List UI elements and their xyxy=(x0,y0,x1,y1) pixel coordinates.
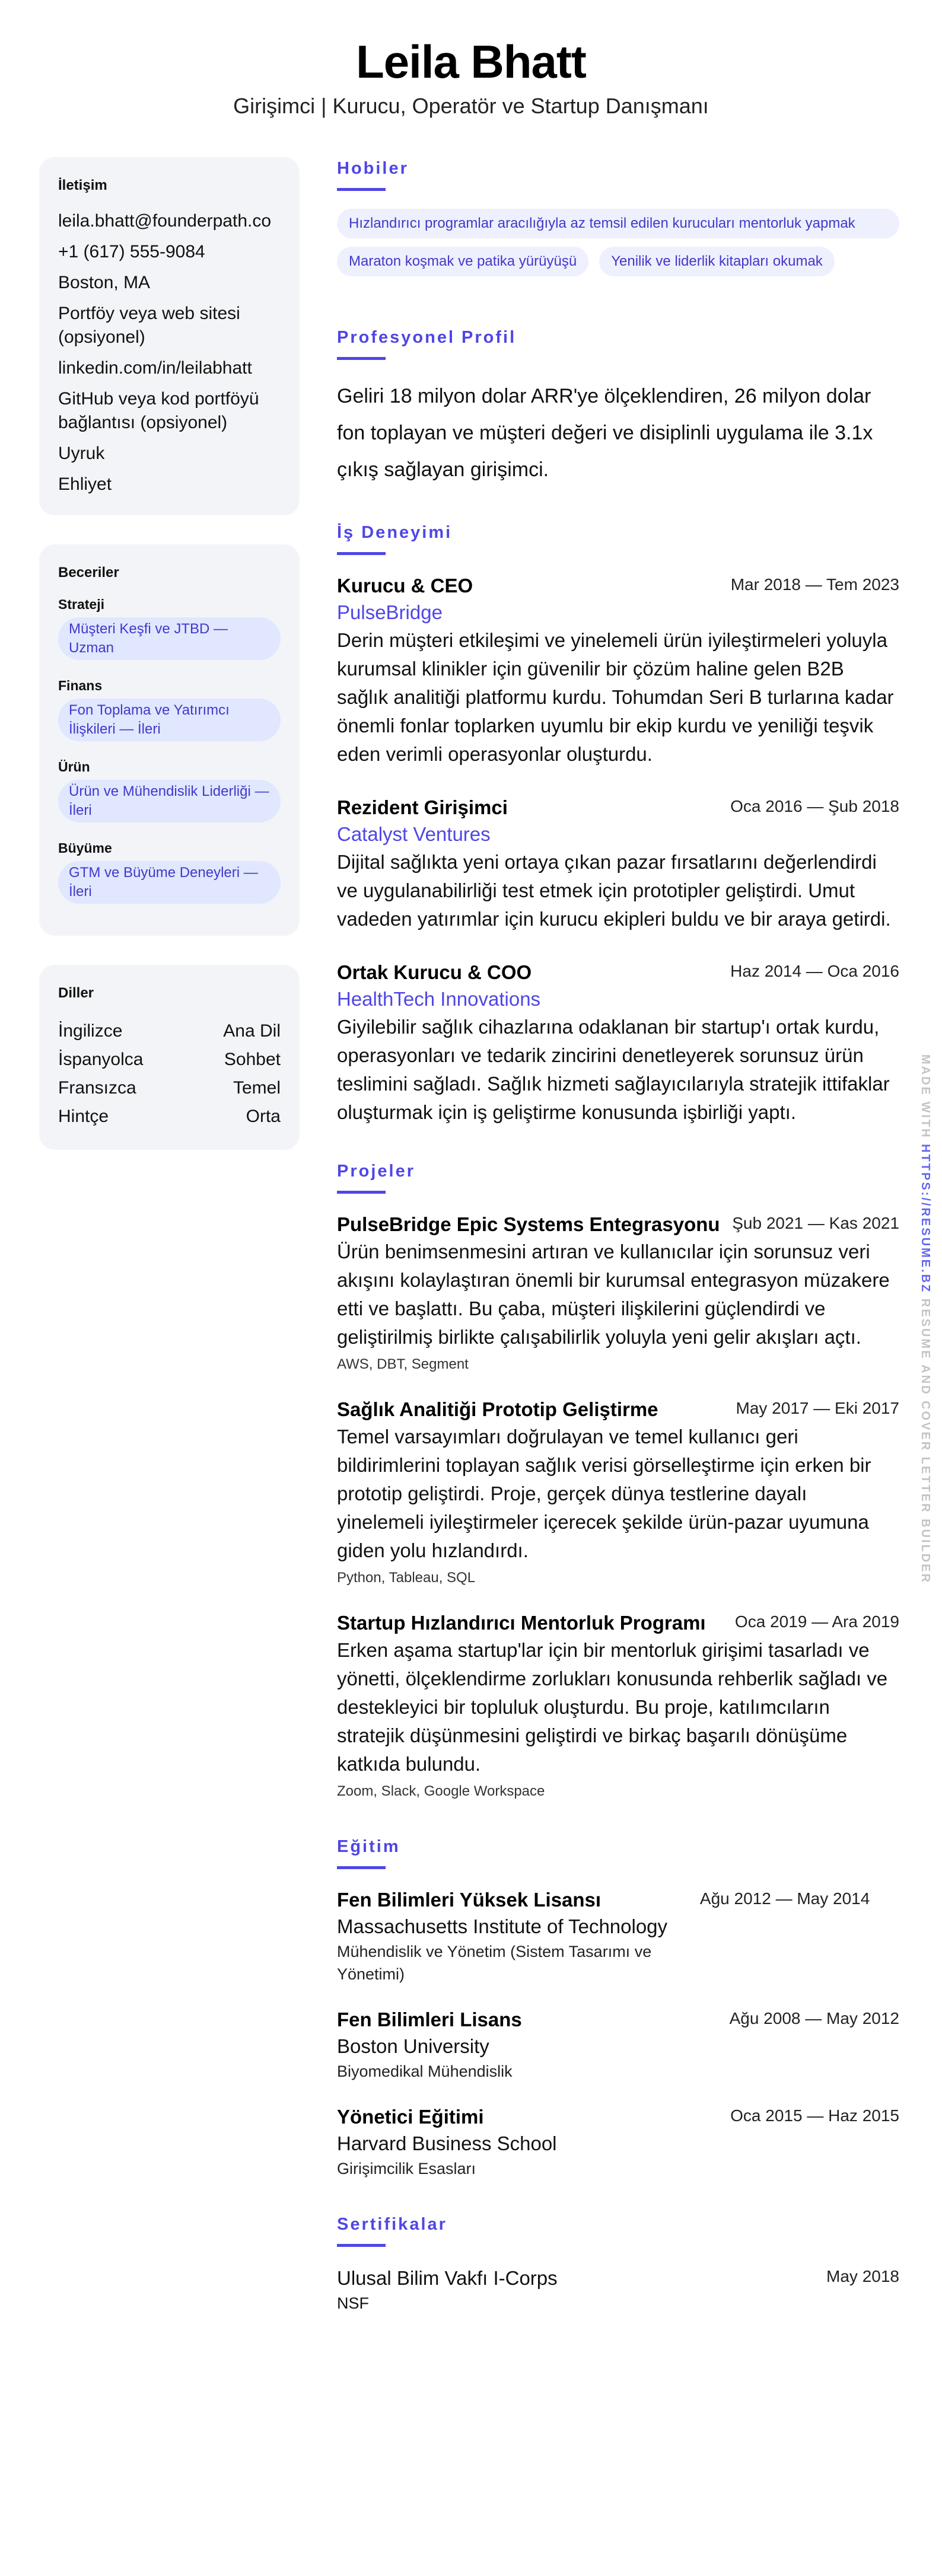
job-dates: Mar 2018 — Tem 2023 xyxy=(730,575,899,594)
section-divider xyxy=(337,357,386,360)
skill-category: Ürün xyxy=(58,759,90,774)
company-name: PulseBridge xyxy=(337,601,443,623)
skill-tag: Fon Toplama ve Yatırımcı İlişkileri — İleri xyxy=(58,699,281,741)
experience-section xyxy=(337,521,899,1127)
section-title: Eğitim xyxy=(337,1837,400,1856)
skill-category: Strateji xyxy=(58,597,104,612)
job-dates: Haz 2014 — Oca 2016 xyxy=(730,962,899,980)
language-level: Sohbet xyxy=(224,1050,281,1069)
job-description: Giyilebilir sağlık cihazlarına odaklanan bir startup'ı ortak kurdu, operasyonları ve tedarik zincirini denetleyerek sorunsuz ürün teslimini sağladı. Sağlık hizmeti sağlayıcılarıyla stratejik ittifaklar oluşturmak için iş geliştirme konusunda işbirliği yaptı. xyxy=(337,1016,890,1123)
language-row xyxy=(58,1074,281,1102)
project-dates: Şub 2021 — Kas 2021 xyxy=(732,1214,899,1232)
job-description: Dijital sağlıkta yeni ortaya çıkan pazar fırsatlarını değerlendirdi ve uygulanabilirliği test etmek için prototipler geliştirdi. Umut vadeden yatırımlar için kurucu ekipleri buldu ve bir araya getirdi. xyxy=(337,851,891,930)
contact-linkedin[interactable]: linkedin.com/in/leilabhatt xyxy=(58,358,252,378)
skills-heading: Beceriler xyxy=(58,565,119,581)
projects-section xyxy=(337,1160,899,1802)
project-tech: Zoom, Slack, Google Workspace xyxy=(337,1783,545,1799)
language-level: Ana Dil xyxy=(223,1021,281,1041)
project-tech: AWS, DBT, Segment xyxy=(337,1356,469,1372)
contact-phone[interactable]: +1 (617) 555-9084 xyxy=(58,242,205,262)
job-title: Kurucu & CEO xyxy=(337,575,473,597)
field-of-study: Biyomedikal Mühendislik xyxy=(337,2062,513,2080)
project-entry xyxy=(337,1610,899,1802)
education-section xyxy=(337,1835,899,2180)
main-content xyxy=(337,157,899,2348)
language-name: Hintçe xyxy=(58,1107,109,1126)
contact-github[interactable]: GitHub veya kod portföyü bağlantısı (opsiyonel) xyxy=(58,389,259,432)
field-of-study: Mühendislik ve Yönetim (Sistem Tasarımı ve Yönetimi) xyxy=(337,1943,652,1983)
section-divider xyxy=(337,188,386,191)
candidate-name: Leila Bhatt xyxy=(356,36,586,88)
education-dates: Oca 2015 — Haz 2015 xyxy=(730,2106,899,2125)
resume-header xyxy=(0,33,942,121)
job-title: Ortak Kurucu & COO xyxy=(337,961,532,983)
project-name: Startup Hızlandırıcı Mentorluk Programı xyxy=(337,1612,706,1634)
project-tech: Python, Tableau, SQL xyxy=(337,1570,476,1586)
language-row xyxy=(58,1102,281,1131)
skill-category: Finans xyxy=(58,678,103,693)
project-dates: May 2017 — Eki 2017 xyxy=(736,1399,899,1417)
section-title: Projeler xyxy=(337,1162,415,1181)
language-name: İngilizce xyxy=(58,1021,123,1041)
education-dates: Ağu 2012 — May 2014 xyxy=(699,1889,870,1908)
job-dates: Oca 2016 — Şub 2018 xyxy=(730,797,899,815)
candidate-title: Girişimci | Kurucu, Operatör ve Startup Danışmanı xyxy=(233,94,709,118)
skill-category: Büyüme xyxy=(58,840,112,856)
degree: Yönetici Eğitimi xyxy=(337,2106,484,2128)
certification-date: May 2018 xyxy=(826,2267,899,2285)
contact-portfolio[interactable]: Portföy veya web sitesi (opsiyonel) xyxy=(58,304,240,347)
profile-section xyxy=(337,326,899,488)
section-title: İş Deneyimi xyxy=(337,523,453,542)
language-level: Orta xyxy=(246,1107,281,1126)
certification-issuer: NSF xyxy=(337,2294,369,2312)
watermark-prefix: MADE WITH xyxy=(919,1054,932,1139)
degree: Fen Bilimleri Yüksek Lisansı xyxy=(337,1889,602,1911)
job-title: Rezident Girişimci xyxy=(337,796,508,818)
education-entry xyxy=(337,2007,899,2083)
project-name: Sağlık Analitiği Prototip Geliştirme xyxy=(337,1398,658,1420)
certification-name: Ulusal Bilim Vakfı I-Corps xyxy=(337,2267,558,2289)
school-name: Boston University xyxy=(337,2035,489,2057)
contact-card xyxy=(39,157,300,515)
contact-heading: İletişim xyxy=(58,177,107,193)
watermark-link[interactable]: HTTPS://RESUME.BZ xyxy=(919,1144,932,1294)
education-dates: Ağu 2008 — May 2012 xyxy=(729,2009,899,2027)
language-row xyxy=(58,1017,281,1045)
experience-entry xyxy=(337,959,899,1127)
languages-heading: Diller xyxy=(58,985,94,1001)
experience-entry xyxy=(337,573,899,769)
language-name: Fransızca xyxy=(58,1078,136,1098)
contact-license: Ehliyet xyxy=(58,474,112,494)
skill-tag: GTM ve Büyüme Deneyleri — İleri xyxy=(58,861,281,904)
field-of-study: Girişimcilik Esasları xyxy=(337,2160,476,2178)
project-description: Ürün benimsenmesini artıran ve kullanıcılar için sorunsuz veri akışını kolaylaştıran önemli bir kurumsal entegrasyon müzakere etti ve başlattı. Bu çaba, müşteri ilişkilerini güçlendirdi ve geliştirilmiş birlikte çalışabilirlik yoluyla yeni gelir akışları açtı. xyxy=(337,1241,890,1348)
hobby-tags xyxy=(337,209,899,276)
project-entry xyxy=(337,1397,899,1589)
job-description: Derin müşteri etkileşimi ve yinelemeli ürün iyileştirmeleri yoluyla kurumsal klinikler için güvenilir bir çözüm haline gelen B2B sağlık analitiği platformu kurdu. Tohumdan Seri B turlarına kadar önemli fonlar toplarken uyumlu bir ekip kurdu ve yeniliği teşvik eden verimli operasyonlar oluşturdu. xyxy=(337,629,894,765)
section-title: Hobiler xyxy=(337,159,409,178)
project-description: Erken aşama startup'lar için bir mentorluk girişimi tasarladı ve yönetti, ölçeklendirme zorlukları konusunda rehberlik sağladı ve destekleyici bir topluluk oluşturdu. Bu proje, katılımcıların stratejik düşünmesini geliştirdi ve birkaç başarılı dönüşüme katkıda bulundu. xyxy=(337,1639,888,1775)
profile-summary: Geliri 18 milyon dolar ARR'ye ölçeklendiren, 26 milyon dolar fon toplayan ve müşteri değeri ve disiplinli uygulama ile 3.1x çıkış sağlayan girişimci. xyxy=(337,385,873,481)
section-divider xyxy=(337,1191,386,1194)
hobbies-section xyxy=(337,157,899,276)
contact-location: Boston, MA xyxy=(58,273,151,292)
company-name: Catalyst Ventures xyxy=(337,823,491,845)
watermark xyxy=(918,1054,932,1584)
education-entry xyxy=(337,2104,899,2180)
project-name: PulseBridge Epic Systems Entegrasyonu xyxy=(337,1213,720,1235)
sidebar xyxy=(39,157,300,1179)
contact-email[interactable]: leila.bhatt@founderpath.co xyxy=(58,211,272,231)
hobby-tag: Hızlandırıcı programlar aracılığıyla az temsil edilen kurucuları mentorluk yapmak xyxy=(337,209,899,238)
school-name: Harvard Business School xyxy=(337,2132,557,2154)
skill-tag: Müşteri Keşfi ve JTBD — Uzman xyxy=(58,617,281,660)
watermark-suffix: RESUME AND COVER LETTER BUILDER xyxy=(919,1298,932,1584)
hobby-tag: Maraton koşmak ve patika yürüyüşü xyxy=(337,247,588,276)
certifications-section xyxy=(337,2213,899,2314)
contact-nationality: Uyruk xyxy=(58,444,105,463)
language-name: İspanyolca xyxy=(58,1050,144,1069)
section-title: Sertifikalar xyxy=(337,2215,447,2234)
skills-card xyxy=(39,544,300,936)
project-dates: Oca 2019 — Ara 2019 xyxy=(734,1612,899,1631)
school-name: Massachusetts Institute of Technology xyxy=(337,1915,668,1937)
project-entry xyxy=(337,1212,899,1375)
section-divider xyxy=(337,1866,386,1869)
language-level: Temel xyxy=(233,1078,281,1098)
languages-card xyxy=(39,965,300,1150)
section-divider xyxy=(337,552,386,555)
education-entry xyxy=(337,1887,899,1985)
hobby-tag: Yenilik ve liderlik kitapları okumak xyxy=(599,247,835,276)
section-divider xyxy=(337,2244,386,2247)
experience-entry xyxy=(337,795,899,933)
company-name: HealthTech Innovations xyxy=(337,988,541,1010)
project-description: Temel varsayımları doğrulayan ve temel kullanıcı geri bildirimlerini toplayan sağlık verisi görselleştirme için erken bir prototip geliştirdi. Proje, gerçek dünya testlerine dayalı yinelemeli iyileştirmeler içerecek şekilde ürün-pazar uyumuna giden yolu hızlandırdı. xyxy=(337,1426,871,1561)
degree: Fen Bilimleri Lisans xyxy=(337,2008,522,2030)
skill-tag: Ürün ve Mühendislik Liderliği — İleri xyxy=(58,780,281,822)
language-row xyxy=(58,1045,281,1074)
certification-entry xyxy=(337,2265,899,2314)
section-title: Profesyonel Profil xyxy=(337,328,517,347)
